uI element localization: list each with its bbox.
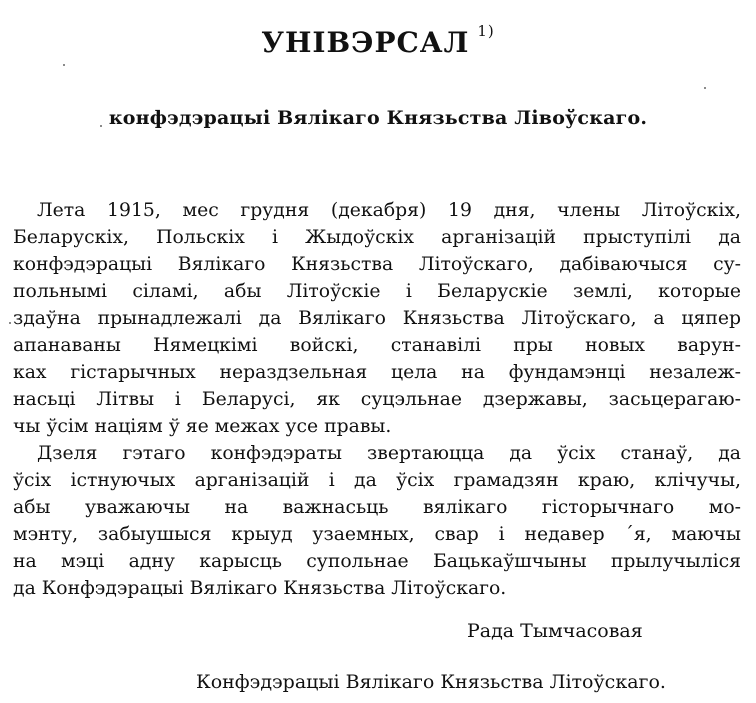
signature-council: Рада Тымчасовая: [467, 620, 643, 642]
text-line: да Конфэдэрацыі Вялікаго Князьства Літоўскаго.: [13, 578, 507, 599]
title-text: УНІВЭРСАЛ: [261, 26, 470, 59]
text-line: апанаваны Нямецкімі войскі, станавілі пры новых варун-: [13, 335, 741, 356]
signature-confederation: Конфэдэрацыі Вялікаго Князьства Літоўскаго.: [196, 671, 666, 693]
scan-speck: [704, 87, 706, 89]
text-line: польнымі сіламі, абы Літоўскіе і Беларускіе землі, которые: [13, 281, 741, 302]
text-line: Лета 1915, мес грудня (декабря) 19 дня, члены Літоўскіх,: [37, 200, 741, 221]
document-subtitle: конфэдэрацыі Вялікаго Князьства Лівоўскаго.: [108, 107, 648, 129]
text-line: Дзеля гэтаго конфэдэраты звертаюцца да ўсіх станаў, да: [37, 443, 741, 464]
text-line: мэнту, забыушыся крыуд узаемных, свар і недавер ´я, маючы: [13, 524, 741, 545]
text-line: ках гістарычных нераздзельная цела на фундамэнці незалеж-: [13, 362, 741, 383]
text-line: Беларускіх, Польскіх і Жыдоўскіх арганізацій прыступілі да: [13, 227, 741, 248]
document-body: [13, 197, 741, 602]
text-line: насьці Літвы і Беларусі, як суцэльнае дзержавы, засьцерагаю-: [13, 389, 741, 410]
text-line: абы уважаючы на важнасьць вялікаго гісторычнаго мо-: [13, 497, 741, 518]
title-footnote-marker: 1): [477, 22, 495, 40]
text-line: на мэці адну карысць супольнае Бацькаўшчыны прылучыліся: [13, 551, 741, 572]
paragraph-2: [13, 440, 741, 602]
text-line: конфэдэрацыі Вялікаго Князьства Літоўскаго, дабіваючыся су-: [13, 254, 741, 275]
text-line: чы ўсім націям ў яе межах усе правы.: [13, 416, 392, 437]
paragraph-1: [13, 197, 741, 440]
document-title: [0, 22, 756, 59]
text-line: ўсіх істнуючых арганізацій і да ўсіх грамадзян краю, клічучы,: [13, 470, 741, 491]
scan-speck: [63, 64, 65, 66]
text-line: здaўна прынадлежалі да Вялікаго Князьства Літоўскаго, а цяпер: [13, 308, 741, 329]
scan-speck: [9, 322, 11, 324]
scan-speck: [100, 125, 102, 127]
